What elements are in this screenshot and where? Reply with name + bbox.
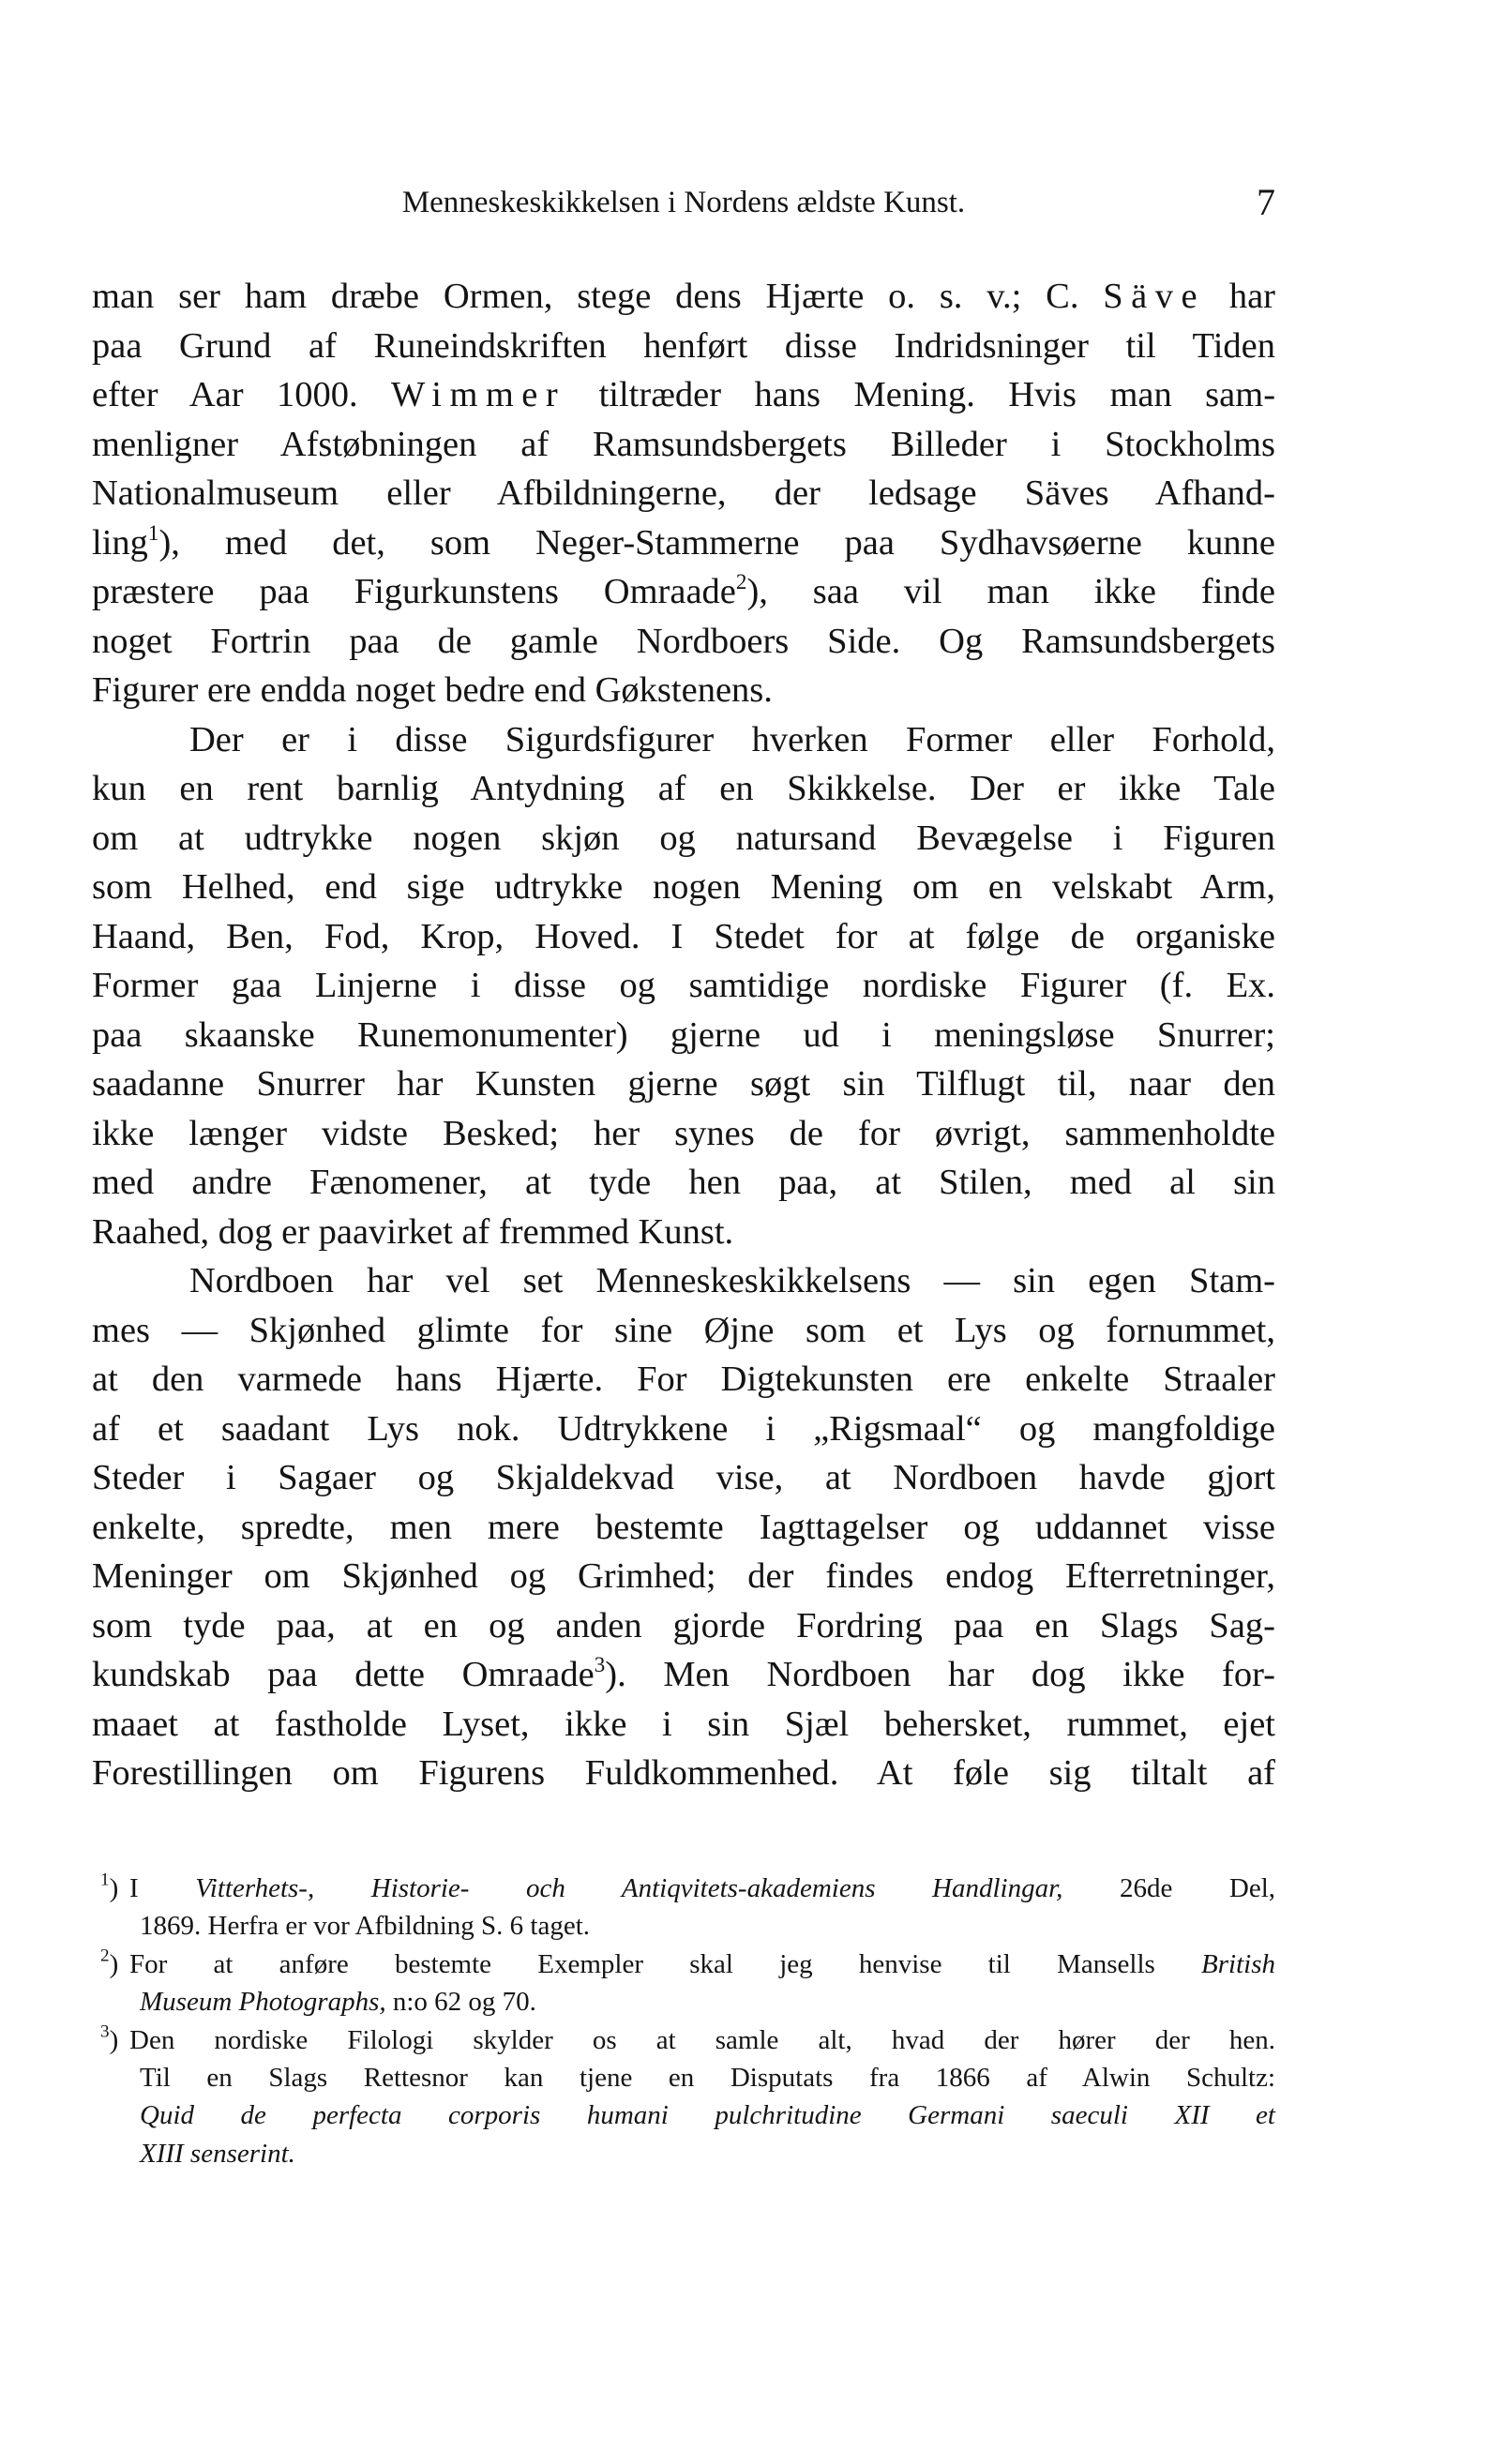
footnote-3-cont: [92, 2096, 1275, 2134]
author-name: Wimmer: [391, 375, 566, 414]
paragraph-start: Nordboen har vel set Menneskeskikkelsens — sin egen Stam-: [189, 1261, 1275, 1300]
footnote-3-cont: [92, 2135, 1275, 2172]
footnotes: [92, 1870, 1275, 2172]
text-line: som Helhed, end sige udtrykke nogen Mening om en velskabt Arm,: [92, 867, 1275, 907]
footnote-ref[interactable]: 3: [594, 1652, 606, 1676]
body-text: [92, 272, 1275, 1798]
text-line: som tyde paa, at en og anden gjorde Fordring paa en Slags Sag-: [92, 1605, 1275, 1645]
footnote-2: $^2$) For at anføre bestemte Exempler skal jeg henvise til Mansells British: [92, 1946, 1275, 1983]
text-line: ling$^1$), med det, som Neger-Stammerne paa Sydhavsøerne kunne: [92, 519, 1275, 563]
text-line: kun en rent barnlig Antydning af en Skikkelse. Der er ikke Tale: [92, 769, 1275, 808]
text-line: Former gaa Linjerne i disse og samtidige nordiske Figurer (f. Ex.: [92, 966, 1275, 1005]
italic-title: Quid de perfecta corporis humani pulchritudine Germani saeculi XII et: [140, 2100, 1275, 2131]
italic-title: Vitterhets-, Historie- och Antiqvitets-akademiens Handlingar,: [195, 1873, 1063, 1903]
text-line: at den varmede hans Hjærte. For Digtekunsten ere enkelte Straaler: [92, 1360, 1275, 1399]
text-line: af et saadant Lys nok. Udtrykkene i „Rigsmaal“ og mangfoldige: [92, 1408, 1275, 1449]
text-line: saadanne Snurrer har Kunsten gjerne søgt sin Tilflugt til, naar den: [92, 1064, 1275, 1104]
text-line: præstere paa Figurkunstens Omraade$^2$), saa vil man ikke finde: [92, 569, 1275, 611]
text-line: Forestillingen om Figurens Fuldkommenhed. At føle sig tiltalt af: [92, 1753, 1275, 1793]
author-name: Säve: [1103, 277, 1206, 316]
footnote-3: $^3$) Den nordiske Filologi skylder os at samle alt, hvad der hører der hen.: [92, 2021, 1275, 2059]
footnote-marker: $^2$): [100, 1946, 119, 1979]
text-line: enkelte, spredte, men mere bestemte Iagttagelser og uddannet visse: [92, 1507, 1275, 1547]
italic-title: British: [1201, 1948, 1275, 1979]
page-number: 7: [1257, 181, 1275, 223]
text-line: paa skaanske Runemonumenter) gjerne ud i meningsløse Snurrer;: [92, 1014, 1275, 1055]
text-line: Nationalmuseum eller Afbildningerne, der ledsage Säves Afhand-: [92, 473, 1275, 513]
footnote-2-cont: Museum Photographs, n:o 62 og 70.: [140, 1987, 536, 2018]
text-line: menligner Afstøbningen af Ramsundsbergets Billeder i Stockholms: [92, 424, 1275, 464]
footnote-1-cont: 1869. Herfra er vor Afbildning S. 6 taget.: [140, 1911, 591, 1942]
text-line: kundskab paa dette Omraade$^3$). Men Nordboen har dog ikke for-: [92, 1652, 1275, 1694]
footnote-ref[interactable]: 1: [147, 519, 159, 545]
text-line: ikke længer vidste Besked; her synes de for øvrigt, sammenholdte: [92, 1113, 1275, 1153]
footnote-3-cont: Til en Slags Rettesnor kan tjene en Disputats fra 1866 af Alwin Schultz:: [140, 2062, 1275, 2093]
italic-title: XIII senserint.: [140, 2138, 295, 2169]
text-line: Raahed, dog er paavirket af fremmed Kunst.: [92, 1211, 734, 1252]
footnote-1: $^1$) I Vitterhets-, Historie- och Antiqvitets-akademiens Handlingar, 26de Del,: [92, 1870, 1275, 1907]
text-line: med andre Fænomener, at tyde hen paa, at Stilen, med al sin: [92, 1163, 1275, 1202]
text-line: man ser ham dræbe Ormen, stege dens Hjærte o. s. v.; C. Säve har: [92, 277, 1276, 316]
text-line: paa Grund af Runeindskriften henført disse Indridsninger til Tiden: [92, 325, 1275, 366]
italic-title: Museum Photographs,: [140, 1987, 386, 2018]
text-line: mes — Skjønhed glimte for sine Øjne som et Lys og fornummet,: [92, 1310, 1275, 1350]
running-header: [92, 181, 1275, 231]
text-line: noget Fortrin paa de gamle Nordboers Side. Og Ramsundsbergets: [92, 621, 1275, 661]
text-line: Meninger om Skjønhed og Grimhed; der findes endog Efterretninger,: [92, 1556, 1275, 1596]
text-line: maaet at fastholde Lyset, ikke i sin Sjæl behersket, rummet, ejet: [92, 1704, 1275, 1744]
text-line: om at udtrykke nogen skjøn og natursand Bevægelse i Figuren: [92, 818, 1275, 858]
text-line: Haand, Ben, Fod, Krop, Hoved. I Stedet for at følge de organiske: [92, 916, 1275, 956]
text-line: efter Aar 1000. Wimmer tiltræder hans Mening. Hvis man sam-: [92, 375, 1276, 414]
text-line: Steder i Sagaer og Skjaldekvad vise, at Nordboen havde gjort: [92, 1458, 1275, 1497]
footnote-marker: $^1$): [100, 1870, 119, 1903]
running-title: Menneskeskikkelsen i Nordens ældste Kunst.: [401, 186, 966, 219]
text-line: Figurer ere endda noget bedre end Gøkstenens.: [92, 670, 773, 710]
footnote-marker: $^3$): [100, 2021, 119, 2055]
footnote-ref[interactable]: 2: [735, 569, 747, 593]
paragraph-start: Der er i disse Sigurdsfigurer hverken Former eller Forhold,: [189, 719, 1275, 759]
